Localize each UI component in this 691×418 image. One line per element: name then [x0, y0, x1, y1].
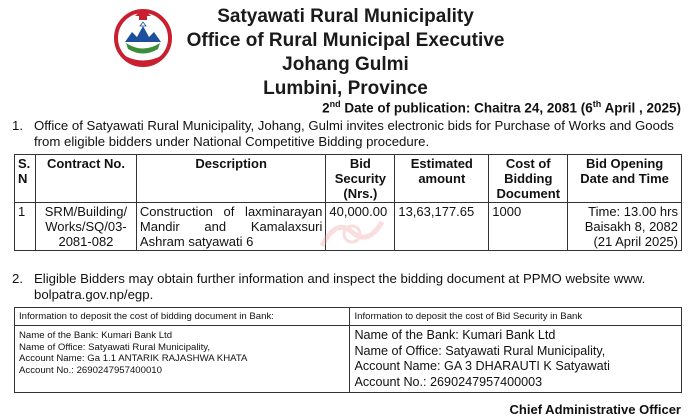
municipality-name: Satyawati Rural Municipality: [217, 6, 474, 27]
header-bid-security: Bid Security (Nrs.): [326, 155, 395, 203]
bank-info-right-header: Information to deposit the cost of Bid Security in Bank: [350, 308, 682, 326]
account-name-line: Account Name: GA 3 DHARAUTI K Satyawati: [354, 359, 610, 373]
province-name: Lumbini, Province: [263, 78, 428, 99]
cell-bid-security: 40,000.00: [326, 203, 395, 251]
bank-info-table: [14, 307, 682, 393]
cell-estimated-amount: 13,63,177.65: [395, 203, 489, 251]
notice-paragraph-1: [12, 118, 680, 150]
publication-date: 2nd Date of publication: Chaitra 24, 2081 (6th April , 2025): [322, 99, 681, 116]
account-number-line: Account No.: 2690247957400010: [19, 364, 162, 376]
notice-paragraph-2: [12, 271, 680, 303]
account-number-line: Account No.: 2690247957400003: [354, 374, 543, 389]
office-name-line: Name of Office: Satyawati Rural Municipality,: [19, 341, 211, 353]
table-header-row: [15, 155, 682, 203]
bank-info-body-row: [15, 326, 682, 393]
header-sn: S. N: [15, 155, 36, 203]
office-name: Office of Rural Municipal Executive: [186, 30, 505, 51]
header-contract-no: Contract No.: [35, 155, 136, 203]
paragraph-text: Eligible Bidders may obtain further information and inspect the bidding document at PPMO website www. bolpatra.gov.np/egp.: [34, 271, 646, 302]
header-cost-of-document: Cost of Bidding Document: [489, 155, 568, 203]
header-bid-opening: Bid Opening Date and Time: [568, 155, 682, 203]
location-name: Johang Gulmi: [282, 54, 409, 75]
cell-sn: 1: [15, 203, 36, 251]
paragraph-text: Office of Satyawati Rural Municipality, Johang, Gulmi invites electronic bids for Purchase of Works and Goods from eligible bidders under National Competitive Bidding procedure.: [34, 118, 674, 149]
cell-description: Construction of laxminarayan Mandir and Kamalaxsuri Ashram satyawati 6: [136, 203, 325, 251]
bank-info-left-body: [15, 326, 350, 393]
bank-info-right-body: [350, 326, 682, 393]
signatory-title: Chief Administrative Officer: [509, 402, 681, 417]
paragraph-number: 1.: [12, 118, 23, 133]
paragraph-number: 2.: [12, 271, 23, 286]
cell-contract-no: SRM/Building/ Works/SQ/03-2081-082: [35, 203, 136, 251]
watermark-logo-icon: [316, 212, 388, 256]
bank-name-line: Name of the Bank: Kumari Bank Ltd: [19, 330, 173, 341]
bank-info-left-header: Information to deposit the cost of bidding document in Bank:: [15, 308, 350, 326]
header-description: Description: [136, 155, 325, 203]
header-estimated-amount: Estimated amount: [395, 155, 489, 203]
cell-bid-opening: Time: 13.00 hrs Baisakh 8, 2082 (21 April 2025): [568, 203, 682, 251]
office-name-line: Name of Office: Satyawati Rural Municipality,: [354, 343, 606, 358]
cell-cost-of-document: 1000: [489, 203, 568, 251]
bank-name-line: Name of the Bank: Kumari Bank Ltd: [354, 328, 556, 342]
account-name-line: Account Name: Ga 1.1 ANTARIK RAJASHWA KHATA: [19, 353, 248, 365]
bank-info-header-row: [15, 308, 682, 326]
